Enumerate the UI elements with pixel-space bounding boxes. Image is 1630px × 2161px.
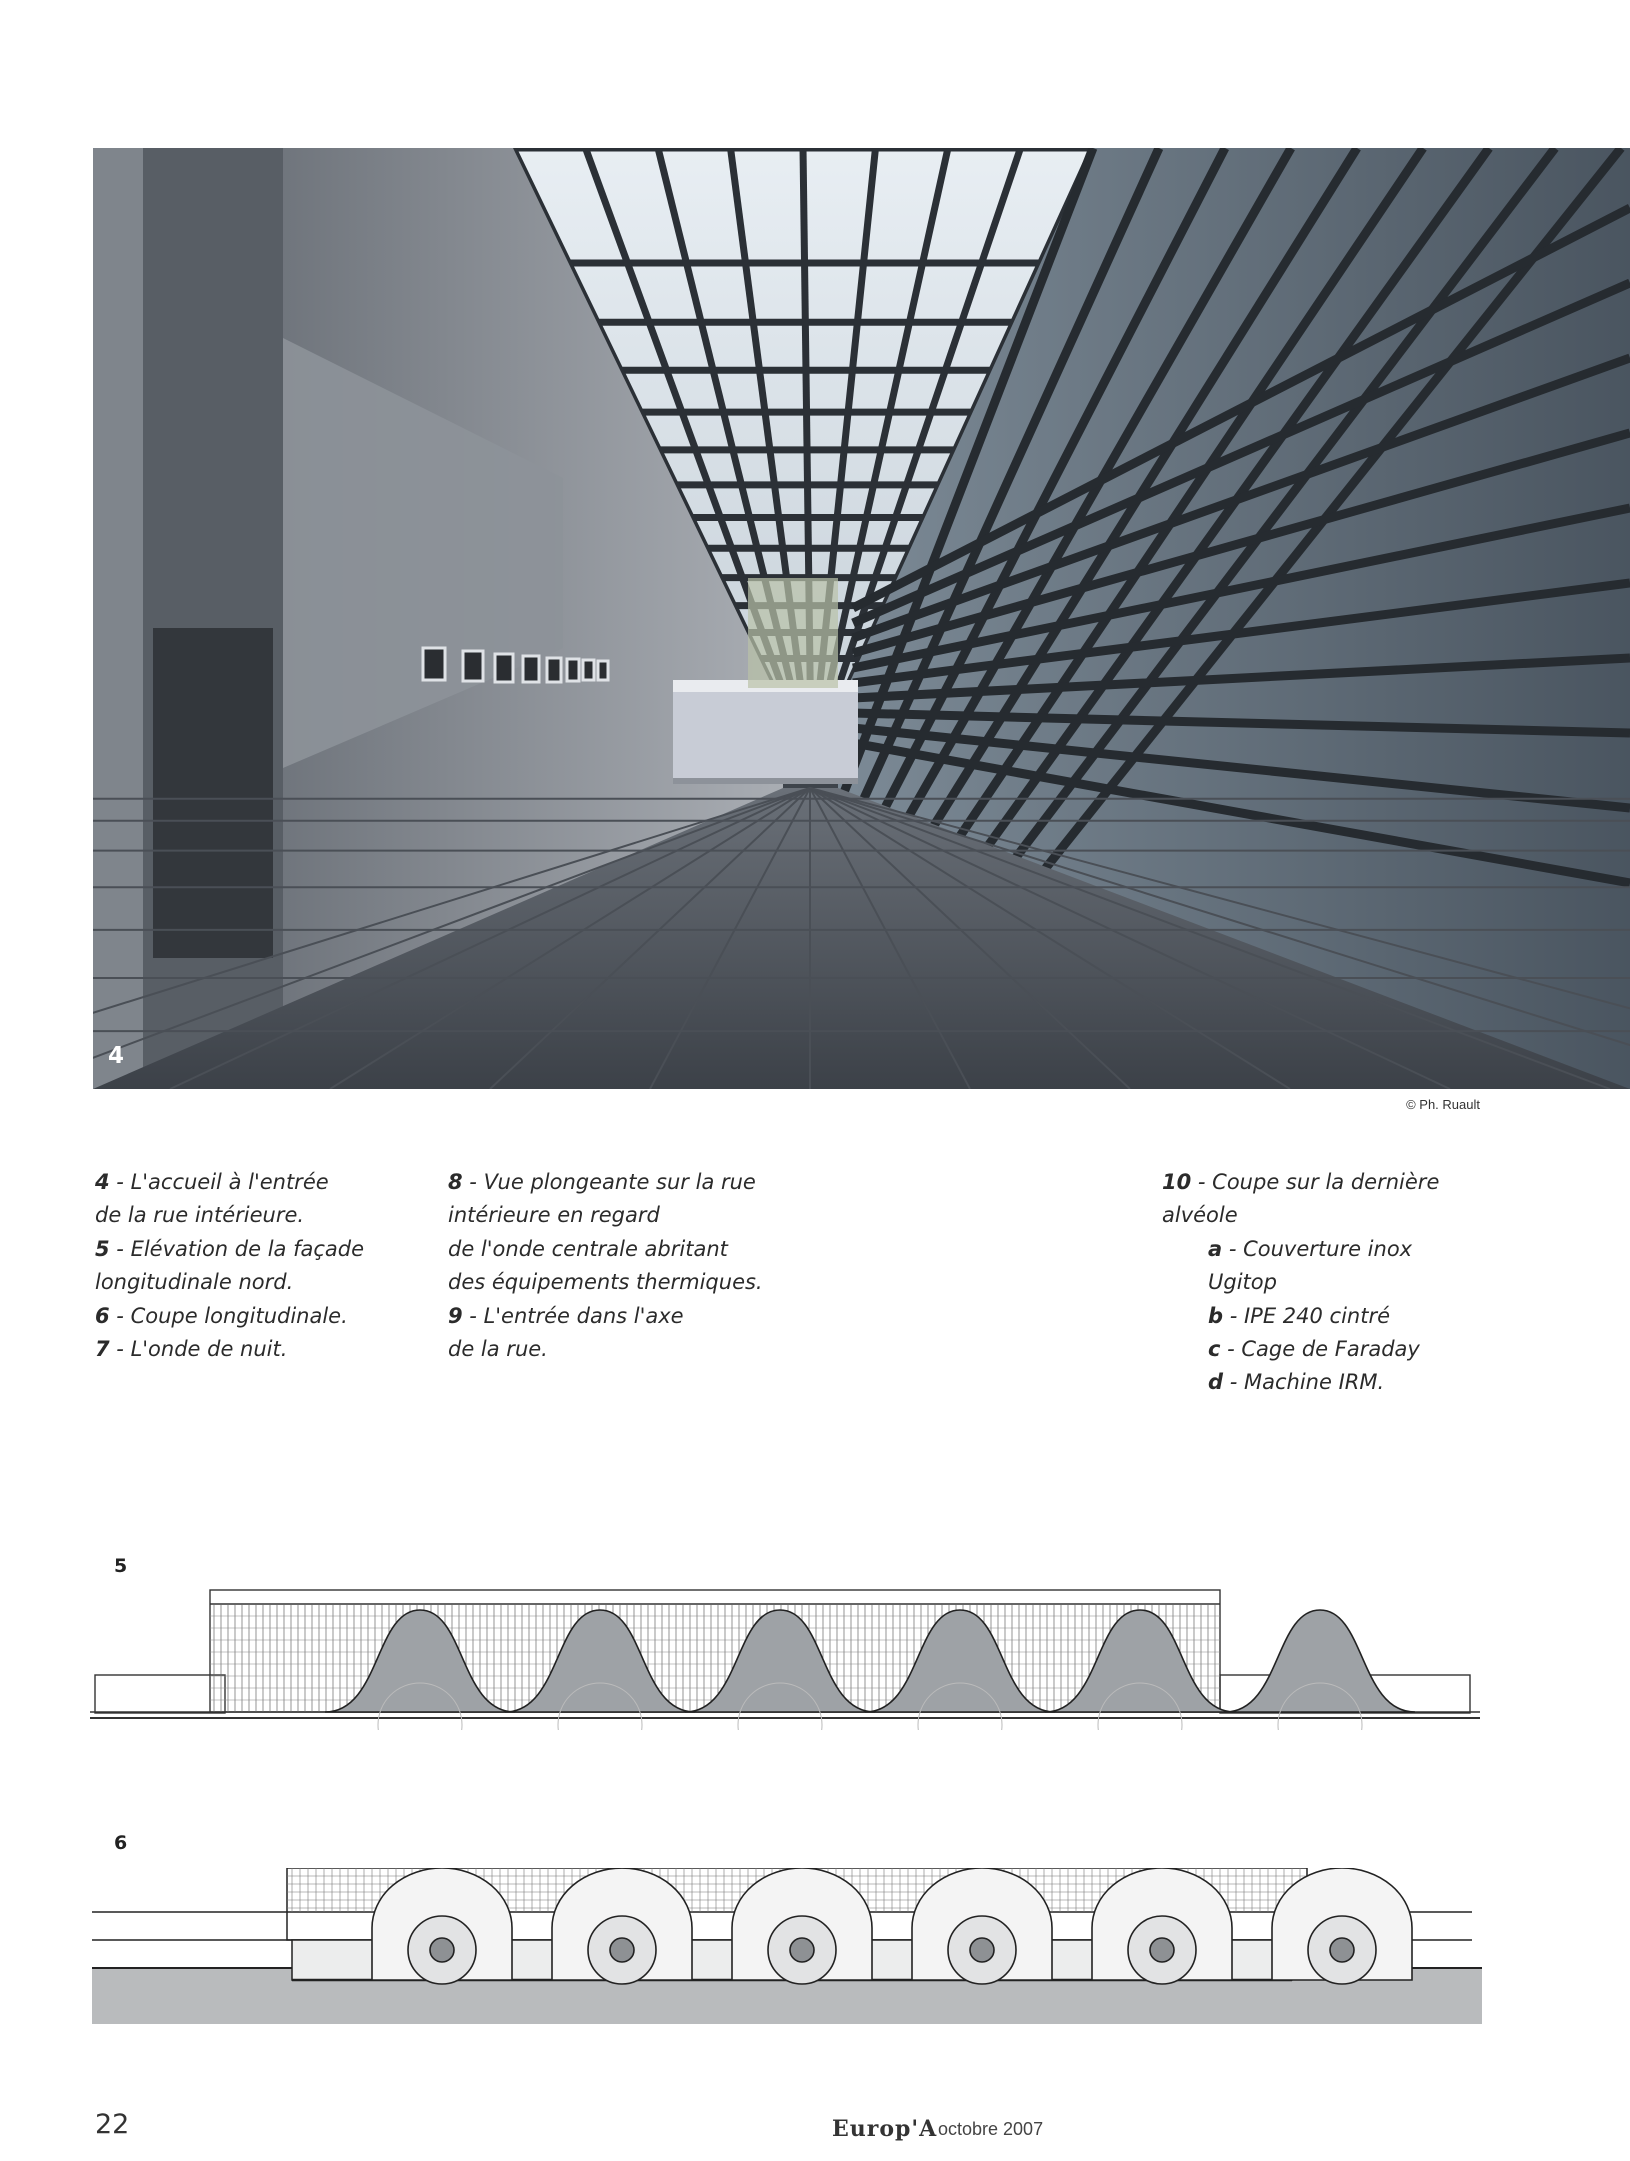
caption-separator: - <box>1222 1236 1244 1261</box>
caption-line <box>95 1300 364 1333</box>
caption-line <box>448 1199 763 1232</box>
caption-separator: - <box>109 1303 131 1328</box>
caption-number: 9 <box>448 1303 463 1328</box>
magazine-title: Europ'A <box>832 2116 938 2142</box>
caption-number: 5 <box>95 1236 110 1261</box>
caption-line <box>1162 1233 1439 1266</box>
caption-line <box>95 1233 364 1266</box>
caption-text: Vue plongeante sur la rue <box>483 1170 756 1194</box>
caption-line <box>95 1266 364 1299</box>
hall-photo <box>93 148 1630 1089</box>
caption-text: Machine IRM. <box>1243 1370 1385 1395</box>
caption-separator: - <box>109 1236 131 1261</box>
caption-number: c <box>1208 1337 1221 1362</box>
caption-number: b <box>1208 1303 1224 1328</box>
caption-column-1 <box>95 1166 364 1366</box>
caption-number: d <box>1208 1370 1224 1395</box>
caption-line <box>448 1233 763 1266</box>
figure-number-6: 6 <box>114 1832 128 1854</box>
issue-date: octobre 2007 <box>938 2119 1044 2139</box>
photo-credit: © Ph. Ruault <box>1406 1097 1480 1112</box>
caption-text: L'entrée dans l'axe <box>483 1303 684 1328</box>
caption-separator: - <box>462 1303 484 1328</box>
caption-separator: - <box>462 1170 484 1194</box>
caption-line <box>95 1166 364 1199</box>
caption-separator: - <box>1191 1170 1213 1194</box>
caption-text: Coupe longitudinale. <box>130 1303 348 1328</box>
caption-text: des équipements thermiques. <box>448 1270 763 1295</box>
caption-line <box>1162 1266 1439 1299</box>
caption-line <box>1162 1199 1439 1232</box>
hall-photo-illustration <box>93 148 1630 1089</box>
caption-text: Elévation de la façade <box>130 1236 365 1261</box>
longitudinal-section-drawing <box>92 1868 1482 2024</box>
caption-number: 4 <box>95 1170 110 1194</box>
caption-text: Ugitop <box>1208 1270 1277 1295</box>
caption-separator: - <box>1223 1370 1244 1395</box>
caption-text: Cage de Faraday <box>1241 1337 1420 1362</box>
caption-separator: - <box>109 1337 131 1362</box>
caption-line <box>95 1333 364 1366</box>
caption-number: 10 <box>1162 1170 1192 1194</box>
caption-text: intérieure en regard <box>448 1203 660 1228</box>
caption-separator: - <box>1223 1303 1244 1328</box>
figure-number-4: 4 <box>108 1043 125 1069</box>
caption-text: alvéole <box>1162 1203 1238 1228</box>
caption-text: IPE 240 cintré <box>1243 1303 1391 1328</box>
caption-text: de l'onde centrale abritant <box>448 1236 728 1261</box>
caption-separator: - <box>1220 1337 1242 1362</box>
caption-line <box>448 1333 763 1366</box>
caption-text: L'accueil à l'entrée <box>130 1170 329 1194</box>
caption-number: 7 <box>95 1337 110 1362</box>
figure-number-5: 5 <box>114 1555 128 1577</box>
caption-column-3 <box>1162 1166 1439 1400</box>
caption-line <box>448 1300 763 1333</box>
caption-line <box>448 1166 763 1199</box>
caption-number: 8 <box>448 1170 463 1194</box>
caption-line <box>448 1266 763 1299</box>
caption-line <box>1162 1366 1439 1399</box>
caption-text: de la rue intérieure. <box>95 1203 305 1228</box>
caption-number: 6 <box>95 1303 110 1328</box>
caption-number: a <box>1208 1236 1223 1261</box>
caption-column-2 <box>448 1166 763 1366</box>
caption-line <box>1162 1166 1439 1199</box>
caption-text: Coupe sur la dernière <box>1212 1170 1440 1194</box>
page-number: 22 <box>95 2109 130 2140</box>
caption-text: L'onde de nuit. <box>130 1337 288 1362</box>
caption-text: Couverture inox <box>1243 1236 1413 1261</box>
caption-line <box>1162 1333 1439 1366</box>
caption-line <box>1162 1300 1439 1333</box>
north-facade-elevation-drawing <box>90 1580 1480 1730</box>
caption-text: longitudinale nord. <box>95 1270 294 1295</box>
caption-separator: - <box>109 1170 131 1194</box>
caption-line <box>95 1199 364 1232</box>
caption-text: de la rue. <box>448 1337 548 1362</box>
